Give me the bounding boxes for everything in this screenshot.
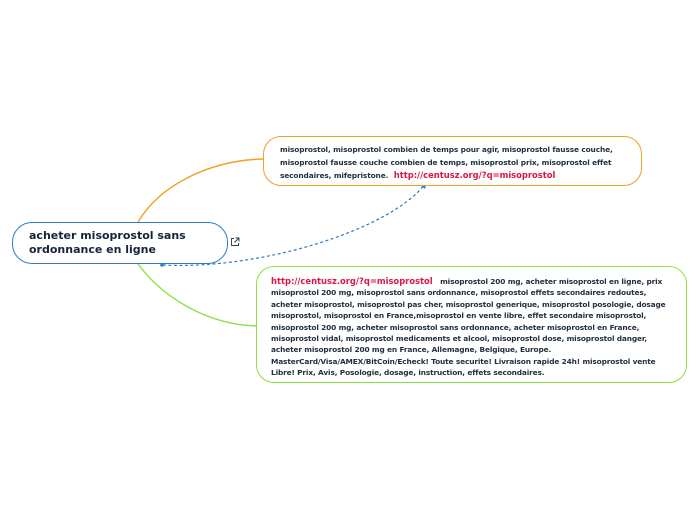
subtopic-description-link[interactable]: http://centusz.org/?q=misoprostol bbox=[271, 276, 433, 286]
subtopic-description[interactable] bbox=[256, 266, 687, 383]
subtopic-description-text: misoprostol 200 mg, acheter misoprostol en ligne, prix misoprostol 200 mg, misoprostol sans ordonnance, misoprostol effets secondaires redoutes, acheter misoprostol, misoprostol pas cher, misoprostol generique, misoprostol posologie, dosage misoprostol, misoprostol en France,misoprostol en vente libre, effet secondaire misoprostol, misoprostol 200 mg, acheter misoprostol sans ordonnance, acheter misoprostol en France, misoprostol vidal, misoprostol medicaments et alcool, misoprostol dose, misoprostol danger, acheter misoprostol 200 mg en France, Allemagne, Belgique, Europe. MasterCard/Visa/AMEX/BitCoin/Echeck! Toute securite! Livraison rapide 24h! misoprostol vente Libre! Prix, Avis, Posologie, dosage, instruction, effets secondaires. bbox=[271, 277, 666, 378]
subtopic-keywords-text: misoprostol, misoprostol combien de temps pour agir, misoprostol fausse couche, misoprostol fausse couche combien de temps, misoprostol prix, misoprostol effet secondaires, mifepristone. bbox=[280, 145, 613, 181]
subtopic-keywords[interactable] bbox=[263, 136, 642, 186]
external-link-icon[interactable] bbox=[230, 237, 240, 247]
central-topic-label: acheter misoprostol sans ordonnance en ligne bbox=[29, 229, 186, 256]
central-topic[interactable] bbox=[12, 222, 228, 264]
subtopic-keywords-link[interactable]: http://centusz.org/?q=misoprostol bbox=[393, 170, 556, 181]
branch-connector-top bbox=[138, 159, 264, 222]
branch-connector-bottom bbox=[138, 264, 257, 326]
